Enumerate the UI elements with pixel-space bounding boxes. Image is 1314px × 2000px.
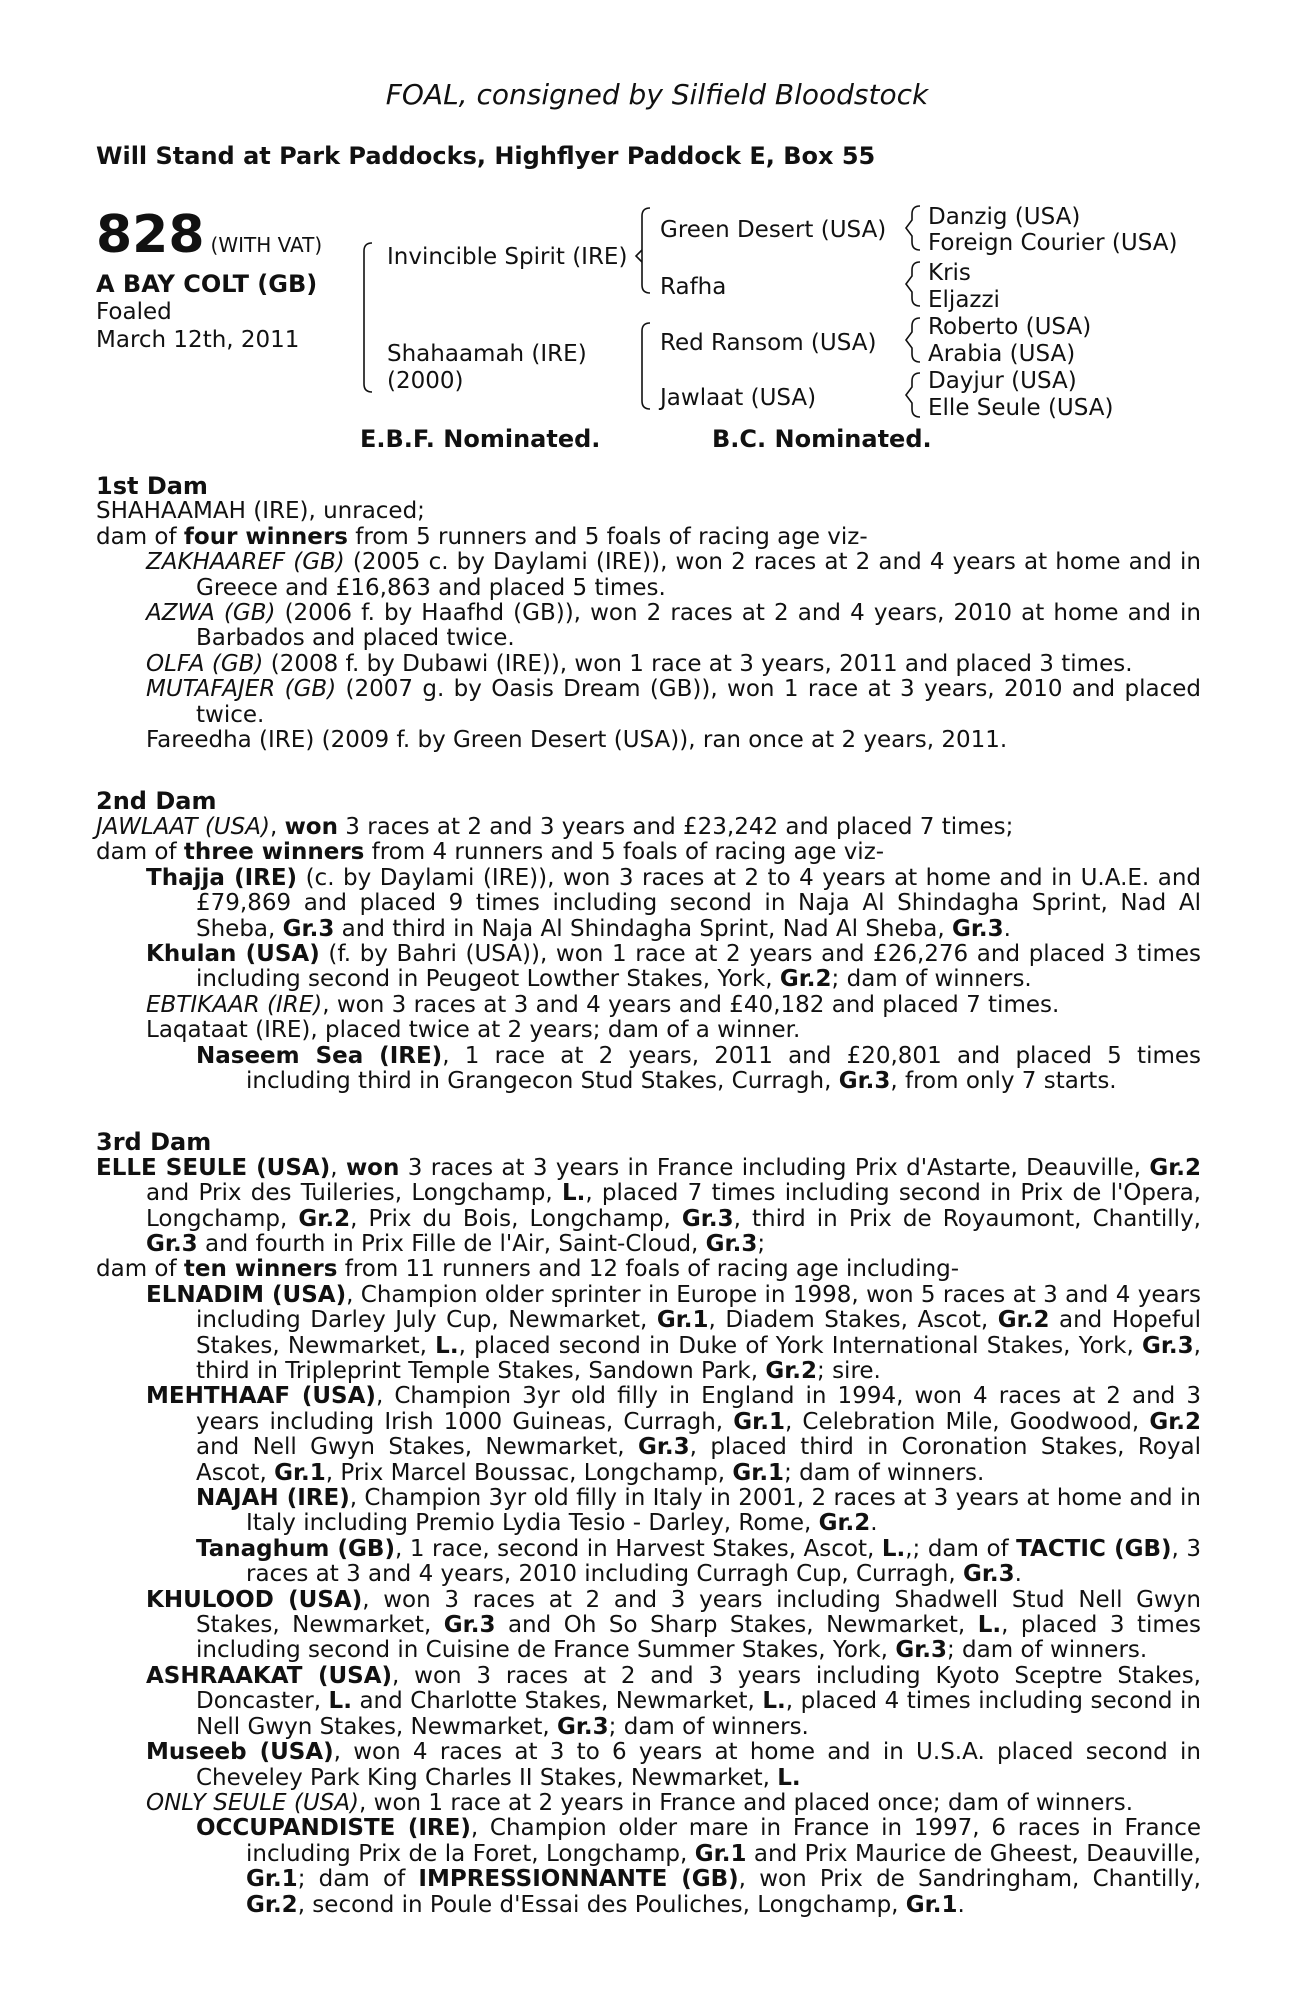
produce-olfa: OLFA (GB) (2008 f. by Dubawi (IRE)), won 1 race at 3 years, 2011 and placed 3 times. <box>146 650 1133 677</box>
produce-occupandiste: OCCUPANDISTE (IRE), Champion older mare in France in 1997, 6 races in France including Prix de la Foret, Longchamp, Gr.1 and Prix Maurice de Gheest, Deauville, Gr.1; dam of IMPRESSIONNANTE (GB), won Prix de Sandringham, Chantilly, Gr.2, second in Poule d'Essai des Pouliches, Longchamp, Gr.1. <box>196 1815 1201 1918</box>
vat-note: (WITH VAT) <box>210 233 323 257</box>
pedigree-gen2-1: Green Desert (USA) <box>660 217 887 243</box>
third-dam-title: 3rd Dam <box>96 1128 212 1157</box>
pedigree-gen3-6: Arabia (USA) <box>928 341 1076 367</box>
produce-najah: NAJAH (IRE), Champion 3yr old filly in Italy in 2001, 2 races at 3 years at home and in Italy including Premio Lydia Tesio - Darley, Rome, Gr.2. <box>196 1485 1202 1537</box>
produce-khulood: KHULOOD (USA), won 3 races at 2 and 3 years including Shadwell Stud Nell Gwyn Stakes, Newmarket, Gr.3 and Oh So Sharp Stakes, Newmarket, L., placed 3 times including second in Cuisine de France Summer Stakes, York, Gr.3; dam of winners. <box>146 1586 1201 1664</box>
second-dam-line2: dam of three winners from 4 runners and 5 foals of racing age viz- <box>96 839 885 866</box>
third-dam-line1: ELLE SEULE (USA), won 3 races at 3 years in France including Prix d'Astarte, Deauville, Gr.2 and Prix des Tuileries, Longchamp, L., placed 7 times including second in Prix de l'Opera, Longchamp, Gr.2, Prix du Bois, Longchamp, Gr.3, third in Prix de Royaumont, Chantilly, Gr.3 and fourth in Prix Fille de l'Air, Saint-Cloud, Gr.3; <box>96 1154 1202 1257</box>
pedigree-gen2-4: Jawlaat (USA) <box>660 385 817 411</box>
first-dam-line2: dam of four winners from 5 runners and 5 foals of racing age viz- <box>96 523 868 550</box>
produce-mehthaaf: MEHTHAAF (USA), Champion 3yr old filly in England in 1994, won 4 races at 2 and 3 years including Irish 1000 Guineas, Curragh, Gr.1, Celebration Mile, Goodwood, Gr.2 and Nell Gwyn Stakes, Newmarket, Gr.3, placed third in Coronation Stakes, Royal Ascot, Gr.1, Prix Marcel Boussac, Longchamp, Gr.1; dam of winners. <box>146 1383 1202 1486</box>
second-dam-line1: JAWLAAT (USA), won 3 races at 2 and 3 years and £23,242 and placed 7 times; <box>96 813 1014 840</box>
produce-naseem-sea: Naseem Sea (IRE), 1 race at 2 years, 2011 and £20,801 and placed 5 times including third in Grangecon Stud Stakes, Curragh, Gr.3, from only 7 starts. <box>196 1042 1202 1094</box>
pedigree-gen3-5: Roberto (USA) <box>928 314 1092 340</box>
produce-ashraakat: ASHRAAKAT (USA), won 3 races at 2 and 3 years including Kyoto Sceptre Stakes, Doncaster, L. and Charlotte Stakes, Newmarket, L., placed 4 times including second in Nell Gwyn Stakes, Newmarket, Gr.3; dam of winners. <box>146 1662 1201 1740</box>
bc-nominated: B.C. Nominated. <box>712 425 932 453</box>
stand-location: Will Stand at Park Paddocks, Highflyer Paddock E, Box 55 <box>96 142 876 170</box>
pedigree-dam: Shahaamah (IRE) <box>387 341 587 367</box>
page-heading: FOAL, consigned by Silfield Bloodstock <box>385 78 929 111</box>
pedigree-gen3-1: Danzig (USA) <box>928 204 1081 230</box>
produce-khulan: Khulan (USA) (f. by Bahri (USA)), won 1 race at 2 years and £26,276 and placed 3 times including second in Peugeot Lowther Stakes, York, Gr.2; dam of winners. <box>146 940 1202 993</box>
first-dam-title: 1st Dam <box>96 472 208 500</box>
dam-sections <box>96 474 1201 1918</box>
pedigree-gen3-8: Elle Seule (USA) <box>928 395 1114 421</box>
produce-mutafajer: MUTAFAJER (GB) (2007 g. by Oasis Dream (GB)), won 1 race at 3 years, 2010 and placed twice. <box>146 676 1201 728</box>
produce-azwa: AZWA (GB) (2006 f. by Haafhd (GB)), won 2 races at 2 and 4 years, 2010 at home and in Barbados and placed twice. <box>146 600 1201 652</box>
foaled-date: March 12th, 2011 <box>96 327 300 353</box>
pedigree-sire: Invincible Spirit (IRE) <box>387 244 628 270</box>
lot-number: 828 <box>96 205 205 265</box>
pedigree-gen3-3: Kris <box>928 260 971 286</box>
produce-thajja: Thajja (IRE) (c. by Daylami (IRE)), won 3 races at 2 to 4 years at home and in U.A.E. and £79,869 and placed 9 times including second in Naja Al Shindagha Sprint, Nad Al Sheba, Gr.3 and third in Naja Al Shindagha Sprint, Nad Al Sheba, Gr.3. <box>146 864 1201 942</box>
pedigree-gen3-2: Foreign Courier (USA) <box>928 230 1178 256</box>
produce-only-seule: ONLY SEULE (USA), won 1 race at 2 years in France and placed once; dam of winners. <box>146 1789 1134 1816</box>
produce-fareedha: Fareedha (IRE) (2009 f. by Green Desert (USA)), ran once at 2 years, 2011. <box>146 727 1008 754</box>
pedigree-gen3-7: Dayjur (USA) <box>928 368 1077 394</box>
produce-laqataat: Laqataat (IRE), placed twice at 2 years; dam of a winner. <box>146 1017 801 1044</box>
second-dam-title: 2nd Dam <box>96 787 217 816</box>
pedigree-gen2-3: Red Ransom (USA) <box>660 330 877 356</box>
third-dam-line2: dam of ten winners from 11 runners and 12 foals of racing age including- <box>96 1256 960 1283</box>
produce-tanaghum: Tanaghum (GB), 1 race, second in Harvest Stakes, Ascot, L.,; dam of TACTIC (GB), 3 races at 3 and 4 years, 2010 including Curragh Cup, Curragh, Gr.3. <box>196 1535 1202 1588</box>
pedigree-dam-year: (2000) <box>387 368 464 394</box>
produce-elnadim: ELNADIM (USA), Champion older sprinter in Europe in 1998, won 5 races at 3 and 4 years including Darley July Cup, Newmarket, Gr.1, Diadem Stakes, Ascot, Gr.2 and Hopeful Stakes, Newmarket, L., placed second in Duke of York International Stakes, York, Gr.3, third in Tripleprint Temple Stakes, Sandown Park, Gr.2; sire. <box>146 1281 1202 1384</box>
first-dam-line1: SHAHAAMAH (IRE), unraced; <box>96 498 425 525</box>
lot-description: A BAY COLT (GB) <box>96 270 318 298</box>
pedigree-gen3-4: Eljazzi <box>928 287 1000 313</box>
ebf-nominated: E.B.F. Nominated. <box>360 425 601 453</box>
foaled-label: Foaled <box>96 299 172 325</box>
produce-zakhaaref: ZAKHAAREF (GB) (2005 c. by Daylami (IRE)), won 2 races at 2 and 4 years at home and in Greece and £16,863 and placed 5 times. <box>146 549 1202 601</box>
pedigree-gen2-2: Rafha <box>660 274 727 300</box>
produce-museeb: Museeb (USA), won 4 races at 3 to 6 years at home and in U.S.A. placed second in Cheveley Park King Charles II Stakes, Newmarket, L. <box>146 1739 1202 1791</box>
produce-ebtikaar: EBTIKAAR (IRE), won 3 races at 3 and 4 years and £40,182 and placed 7 times. <box>146 991 1060 1018</box>
